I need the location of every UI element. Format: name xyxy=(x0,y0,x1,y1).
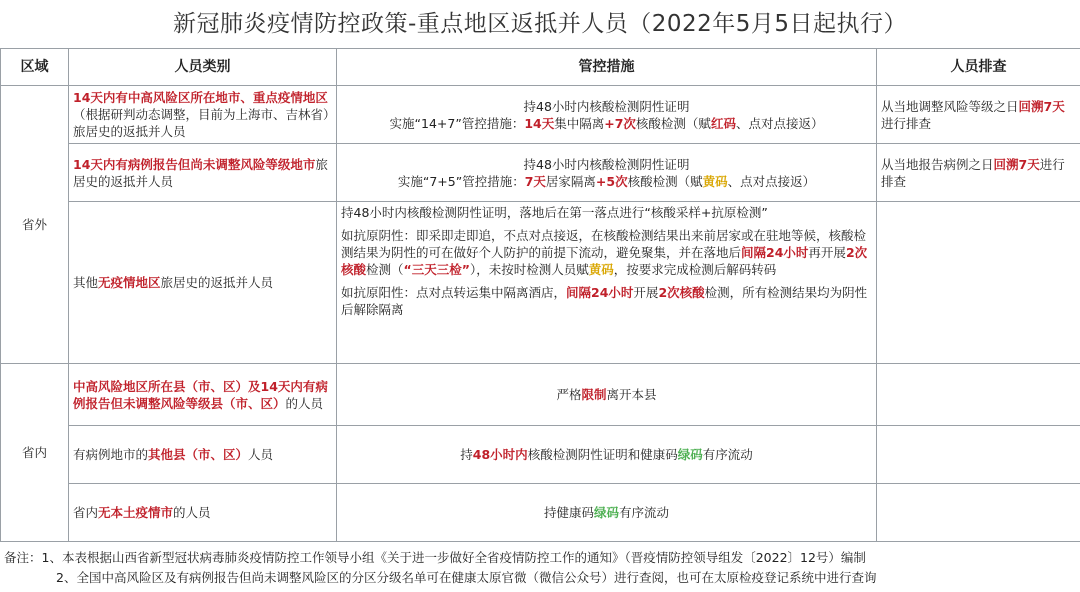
header-row xyxy=(1,49,1080,86)
table-row xyxy=(1,484,1080,542)
measures-highlight: 2次核酸 xyxy=(658,285,705,300)
screening-cell xyxy=(877,364,1080,426)
measures-text: 集中隔离 xyxy=(554,115,605,131)
measures-highlight: +5次 xyxy=(595,173,628,189)
header-measures: 管控措施 xyxy=(337,49,877,86)
region-inside: 省内 xyxy=(1,364,69,542)
table-row xyxy=(1,202,1080,364)
region-outside: 省外 xyxy=(1,86,69,364)
measures-paragraph: 持48小时内核酸检测阴性证明，落地后在第一落点进行“核酸采样+抗原检测” xyxy=(341,205,768,220)
screening-highlight: 回溯7天 xyxy=(993,156,1040,172)
table-row xyxy=(1,86,1080,144)
measures-text: 如抗原阳性：点对点转运集中隔离酒店， xyxy=(341,285,567,300)
measures-highlight: 限制 xyxy=(581,387,607,402)
measures-text: 严格 xyxy=(556,387,582,402)
policy-table xyxy=(0,48,1080,542)
category-text: 的人员 xyxy=(285,395,324,411)
measures-highlight: “三天三检” xyxy=(403,262,470,277)
measures-text: 实施“14+7”管控措施： xyxy=(389,115,525,131)
red-code: 红码 xyxy=(710,115,736,131)
page-title: 新冠肺炎疫情防控政策-重点地区返抵并人员（2022年5月5日起执行） xyxy=(0,0,1080,49)
category-text: 有病例地市的 xyxy=(73,447,149,462)
measures-cell xyxy=(337,484,877,542)
measures-text: 居家隔离 xyxy=(545,173,596,189)
screening-text: 从当地调整风险等级之日 xyxy=(881,98,1019,114)
measures-highlight: 7天 xyxy=(524,173,546,189)
measures-highlight: 48小时内 xyxy=(472,447,528,462)
category-text: 人员 xyxy=(248,447,274,462)
measures-text: 、点对点接返） xyxy=(735,115,824,131)
measures-text: ），未按时检测人员赋 xyxy=(469,262,589,277)
category-text: 旅居史的返抵并人员 xyxy=(73,156,328,189)
measures-text: 如抗原阴性：即采即走即追，不点对点接返，在核酸检测结果出来前居家或在驻地等候，核酸检测结果为阴性的可在做好个人防护的前提下流动，避免聚集，并在落地后 xyxy=(341,228,867,260)
measures-highlight: 2次核酸 xyxy=(341,245,868,277)
category-highlight: 14天内有中高风险区所在地市、重点疫情地区 xyxy=(73,90,328,105)
measures-text: 离开本县 xyxy=(606,387,657,402)
category-cell xyxy=(69,202,337,364)
measures-cell xyxy=(337,426,877,484)
measures-text: 检测（ xyxy=(366,262,404,277)
screening-cell xyxy=(877,86,1080,144)
measures-text: 核酸检测阴性证明和健康码 xyxy=(527,447,678,462)
screening-text: 进行排查 xyxy=(881,115,932,131)
measures-cell xyxy=(337,364,877,426)
measures-line xyxy=(341,173,872,190)
measures-paragraph xyxy=(341,227,872,278)
measures-text: 持 xyxy=(460,447,473,462)
yellow-code: 黄码 xyxy=(702,173,728,189)
category-text: （根据研判动态调整，目前为上海市、吉林省）旅居史的返抵并人员 xyxy=(73,107,330,139)
measures-text: 有序流动 xyxy=(619,505,670,520)
category-cell xyxy=(69,426,337,484)
measures-text: 开展 xyxy=(633,285,659,300)
measures-text: 、点对点接返） xyxy=(727,173,816,189)
measures-line: 持48小时内核酸检测阴性证明 xyxy=(523,98,690,114)
measures-text: 持健康码 xyxy=(543,505,594,520)
category-cell xyxy=(69,86,337,144)
screening-text: 从当地报告病例之日 xyxy=(881,156,994,172)
measures-text: 核酸检测（赋 xyxy=(635,115,711,131)
measures-highlight: 14天 xyxy=(524,115,555,131)
measures-highlight: 间隔24小时 xyxy=(741,245,809,260)
category-highlight: 无疫情地区 xyxy=(98,275,161,290)
header-screening: 人员排查 xyxy=(877,49,1080,86)
measures-text: 实施“7+5”管控措施： xyxy=(397,173,525,189)
screening-cell xyxy=(877,144,1080,202)
yellow-code: 黄码 xyxy=(588,262,614,277)
category-highlight: 中高风险地区所在县（市、区）及14天内有病例报告但未调整风险等级县（市、区） xyxy=(73,378,328,411)
measures-cell xyxy=(337,144,877,202)
screening-text: 进行排查 xyxy=(881,156,1065,189)
measures-text: ，按要求完成检测后解码转码 xyxy=(613,262,777,277)
category-text: 旅居史的返抵并人员 xyxy=(160,275,274,290)
table-row xyxy=(1,364,1080,426)
category-cell xyxy=(69,484,337,542)
table-row xyxy=(1,144,1080,202)
screening-cell xyxy=(877,426,1080,484)
category-text: 其他 xyxy=(73,275,99,290)
measures-cell xyxy=(337,86,877,144)
measures-highlight: 间隔24小时 xyxy=(566,285,634,300)
category-highlight: 14天内有病例报告但尚未调整风险等级地市 xyxy=(73,156,316,172)
category-text: 省内 xyxy=(73,505,99,520)
screening-cell xyxy=(877,484,1080,542)
category-text: 的人员 xyxy=(173,505,211,520)
measures-line xyxy=(341,115,872,132)
category-highlight: 其他县（市、区） xyxy=(148,447,249,462)
category-highlight: 无本土疫情市 xyxy=(98,505,174,520)
measures-text: 核酸检测（赋 xyxy=(627,173,703,189)
screening-highlight: 回溯7天 xyxy=(1018,98,1065,114)
measures-highlight: +7次 xyxy=(604,115,636,131)
header-region: 区域 xyxy=(1,49,69,86)
measures-text: 再开展 xyxy=(808,245,846,260)
table-row xyxy=(1,426,1080,484)
measures-text: 有序流动 xyxy=(702,447,753,462)
category-cell xyxy=(69,364,337,426)
green-code: 绿码 xyxy=(593,505,619,520)
notes-section xyxy=(0,548,1080,588)
note-line: 2、全国中高风险区及有病例报告但尚未调整风险区的分区分级名单可在健康太原官微（微信公众号）进行查阅，也可在太原检疫登记系统中进行查询 xyxy=(56,570,877,585)
header-category: 人员类别 xyxy=(69,49,337,86)
note-line: 备注：1、本表根据山西省新型冠状病毒肺炎疫情防控工作领导小组《关于进一步做好全省疫情防控工作的通知》（晋疫情防控领导组发〔2022〕12号）编制 xyxy=(4,550,866,565)
category-cell xyxy=(69,144,337,202)
measures-line: 持48小时内核酸检测阴性证明 xyxy=(523,156,690,172)
measures-paragraph xyxy=(341,284,872,318)
green-code: 绿码 xyxy=(677,447,703,462)
screening-cell xyxy=(877,202,1080,364)
measures-text: 检测，所有检测结果均为阴性后解除隔离 xyxy=(341,285,868,317)
measures-cell xyxy=(337,202,877,364)
